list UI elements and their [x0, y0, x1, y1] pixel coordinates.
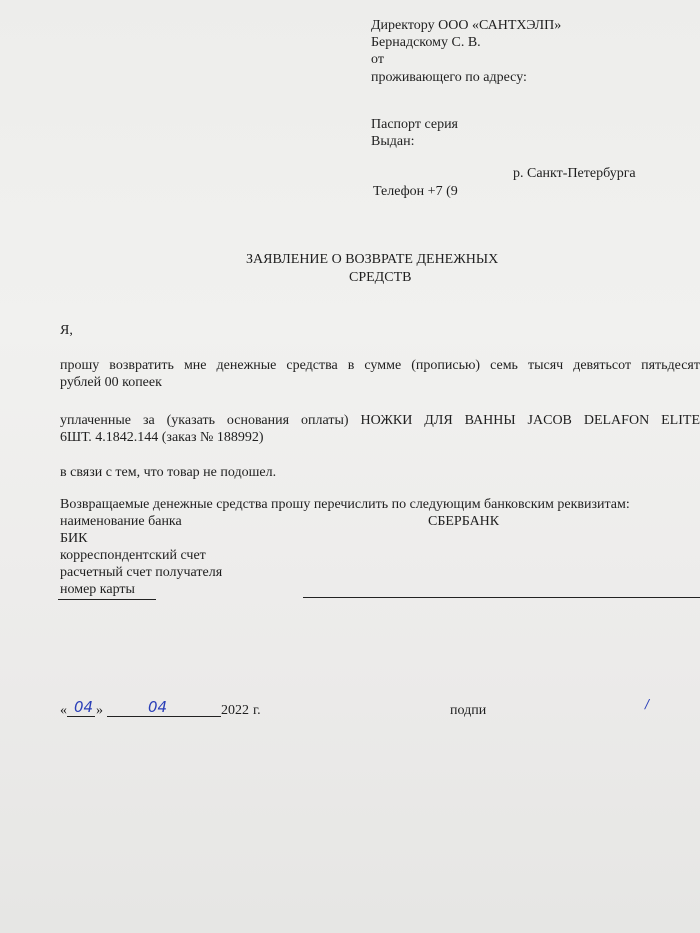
amount-line-2: рублей 00 копеек — [60, 375, 162, 390]
amount-line-1: прошу возвратить мне денежные средства в сумме (прописью) семь тысяч девятьсот пятьдесят — [60, 358, 700, 373]
recipient-account-label: расчетный счет получателя — [60, 565, 223, 580]
signature-label: подпи — [450, 703, 487, 718]
signature-mark: / — [645, 697, 650, 711]
date-quote-close: » — [96, 703, 103, 718]
card-label-underline — [58, 599, 156, 600]
issued-by-label: Выдан: — [371, 134, 415, 149]
from-label: от — [371, 52, 384, 67]
addressee-name: Бернадскому С. В. — [371, 35, 481, 50]
date-month-handwritten: 04 — [148, 698, 168, 716]
bik-label: БИК — [60, 531, 88, 546]
date-year-suffix: г. — [253, 703, 261, 718]
card-number-label: номер карты — [60, 582, 135, 597]
address-label: проживающего по адресу: — [371, 70, 527, 85]
document-title-line2: СРЕДСТВ — [349, 270, 412, 285]
applicant-label: Я, — [60, 323, 73, 338]
card-number-line — [303, 597, 700, 598]
addressee-company: Директору ООО «САНТХЭЛП» — [371, 18, 562, 33]
date-year: 2022 — [221, 703, 249, 718]
date-quote-open: « — [60, 703, 67, 718]
payment-basis-line-1: уплаченные за (указать основания оплаты) НОЖКИ ДЛЯ ВАННЫ JACOB DELAFON ELITE — [60, 413, 700, 428]
bank-name-label: наименование банка — [60, 514, 182, 529]
date-day-line — [67, 716, 95, 717]
bank-name-value: СБЕРБАНК — [428, 514, 500, 529]
bank-details-intro: Возвращаемые денежные средства прошу перечислить по следующим банковским реквизитам: — [60, 497, 630, 512]
issued-city: р. Санкт-Петербурга — [513, 166, 636, 181]
date-day-handwritten: 04 — [74, 698, 94, 716]
payment-basis-line-2: 6ШТ. 4.1842.144 (заказ № 188992) — [60, 430, 264, 445]
return-reason: в связи с тем, что товар не подошел. — [60, 465, 277, 480]
passport-label: Паспорт серия — [371, 117, 458, 132]
phone-label: Телефон +7 (9 — [373, 184, 458, 199]
correspondent-account-label: корреспондентский счет — [60, 548, 206, 563]
date-month-line — [107, 716, 221, 717]
document-title-line1: ЗАЯВЛЕНИЕ О ВОЗВРАТЕ ДЕНЕЖНЫХ — [246, 252, 499, 267]
